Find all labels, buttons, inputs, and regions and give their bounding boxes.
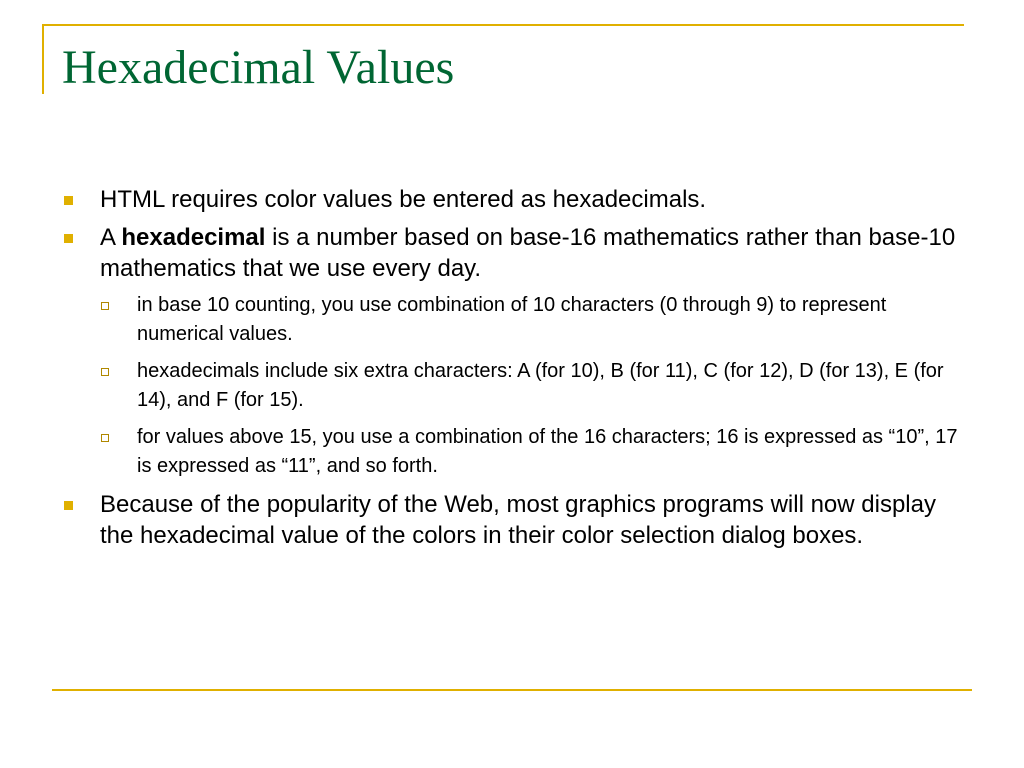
- square-bullet-icon: [64, 234, 73, 243]
- sub-bullet-text: for values above 15, you use a combination of the 16 characters; 16 is expressed as “10”, 17 is expressed as “11”, and so forth.: [137, 426, 958, 477]
- slide-title: Hexadecimal Values: [62, 41, 455, 94]
- square-bullet-icon: [64, 196, 73, 205]
- sub-bullet-item-2: [60, 357, 967, 415]
- bullet-text-suffix: is a number based on base-16 mathematics rather than base-10 mathematics that we use every day.: [100, 224, 956, 282]
- sub-bullet-item-3: [60, 423, 967, 481]
- bullet-text-prefix: A: [100, 224, 122, 251]
- bullet-text-bold-term: hexadecimal: [121, 224, 266, 251]
- bullet-text: HTML requires color values be entered as hexadecimals.: [100, 186, 707, 213]
- top-border-line: [44, 24, 964, 26]
- sub-bullet-text: in base 10 counting, you use combination of 10 characters (0 through 9) to represent numerical values.: [137, 294, 887, 345]
- slide-body: [60, 184, 970, 558]
- sub-bullet-text: hexadecimals include six extra characters: A (for 10), B (for 11), C (for 12), D (for 13), E (for 14), and F (for 15).: [137, 360, 944, 411]
- bottom-border-line: [52, 689, 972, 691]
- hollow-square-bullet-icon: [101, 434, 109, 442]
- square-bullet-icon: [64, 501, 73, 510]
- bullet-item-2: [60, 222, 970, 284]
- hollow-square-bullet-icon: [101, 302, 109, 310]
- bullet-text: Because of the popularity of the Web, most graphics programs will now display the hexadecimal value of the colors in their color selection dialog boxes.: [100, 491, 936, 549]
- bullet-item-3: [60, 489, 970, 551]
- hollow-square-bullet-icon: [101, 368, 109, 376]
- left-border-line: [42, 24, 44, 94]
- bullet-item-1: [60, 184, 970, 215]
- sub-bullet-item-1: [60, 291, 967, 349]
